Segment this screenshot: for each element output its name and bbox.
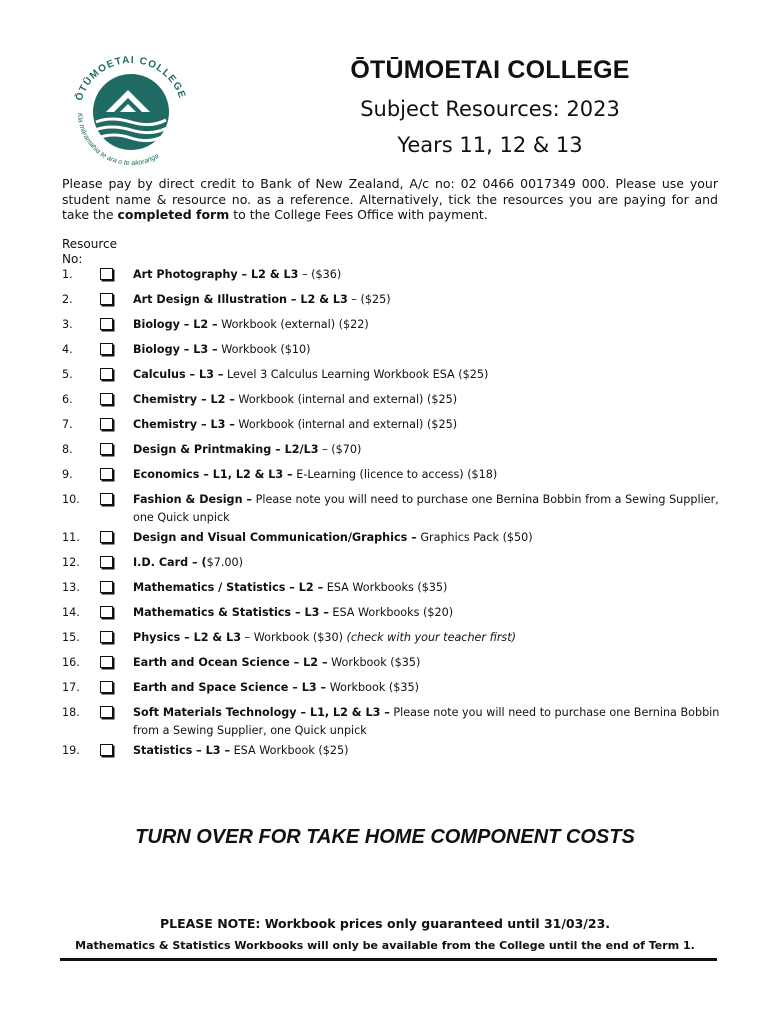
resource-checkbox[interactable] bbox=[100, 681, 113, 693]
resource-checkbox[interactable] bbox=[100, 493, 113, 505]
price-note: PLEASE NOTE: Workbook prices only guaranteed until 31/03/23. bbox=[159, 916, 611, 931]
item-subject: Chemistry – L2 – bbox=[133, 393, 235, 406]
item-subject: Physics – L2 & L3 bbox=[133, 631, 241, 644]
item-details: – ($25) bbox=[347, 293, 391, 306]
workbook-availability-note: Mathematics & Statistics Workbooks will only be available from the College until the end of Term 1. bbox=[75, 939, 695, 952]
bottom-rule bbox=[60, 958, 717, 961]
item-subject: I.D. Card – ( bbox=[133, 556, 207, 569]
resource-checkbox[interactable] bbox=[100, 656, 113, 668]
item-details: – Workbook ($30) bbox=[241, 631, 343, 644]
resource-checkbox[interactable] bbox=[100, 581, 113, 593]
item-subject: Art Photography – L2 & L3 bbox=[133, 268, 299, 281]
resource-item bbox=[62, 704, 722, 740]
item-number: 13. bbox=[62, 581, 80, 594]
item-number: 6. bbox=[62, 393, 73, 406]
item-description bbox=[133, 654, 722, 672]
item-subject: Biology – L3 – bbox=[133, 343, 218, 356]
college-logo bbox=[66, 44, 196, 174]
years-heading: Years 11, 12 & 13 bbox=[397, 133, 583, 157]
item-details: Please note you will need to purchase one Bernina Bobbin from a Sewing Supplier, one Quick unpick bbox=[133, 493, 719, 524]
item-description bbox=[133, 704, 722, 740]
resource-item bbox=[62, 291, 722, 309]
resource-checkbox[interactable] bbox=[100, 318, 113, 330]
item-subject: Art Design & Illustration – L2 & L3 bbox=[133, 293, 348, 306]
item-description bbox=[133, 441, 722, 459]
item-subject: Mathematics & Statistics – L3 – bbox=[133, 606, 329, 619]
resource-list bbox=[62, 266, 722, 760]
payment-instructions bbox=[62, 176, 718, 223]
item-subject: Earth and Ocean Science – L2 – bbox=[133, 656, 328, 669]
item-number: 15. bbox=[62, 631, 80, 644]
page-subtitle: Subject Resources: 2023 bbox=[360, 97, 620, 121]
resource-item bbox=[62, 629, 722, 647]
resource-item bbox=[62, 579, 722, 597]
item-description bbox=[133, 416, 722, 434]
resource-item bbox=[62, 742, 722, 760]
resource-checkbox[interactable] bbox=[100, 393, 113, 405]
item-details: Workbook ($35) bbox=[326, 681, 419, 694]
item-subject: Design & Printmaking – L2/L3 bbox=[133, 443, 319, 456]
item-subject: Fashion & Design – bbox=[133, 493, 253, 506]
resource-number-header: Resource No: bbox=[62, 237, 118, 266]
item-details: Workbook (external) ($22) bbox=[217, 318, 369, 331]
resource-item bbox=[62, 366, 722, 384]
item-description bbox=[133, 742, 722, 760]
logo-ring-top-text: ŌTŪMOETAI COLLEGE bbox=[73, 54, 188, 103]
item-description bbox=[133, 366, 722, 384]
item-details: Workbook ($35) bbox=[327, 656, 421, 669]
item-number: 19. bbox=[62, 744, 80, 757]
item-subject: Economics – L1, L2 & L3 – bbox=[133, 468, 293, 481]
item-number: 11. bbox=[62, 531, 80, 544]
resource-item bbox=[62, 416, 722, 434]
item-number: 10. bbox=[62, 493, 80, 506]
item-details: ESA Workbooks ($20) bbox=[328, 606, 454, 619]
item-subject: Statistics – L3 – bbox=[133, 744, 231, 757]
resource-item bbox=[62, 654, 722, 672]
resource-checkbox[interactable] bbox=[100, 531, 113, 543]
item-number: 18. bbox=[62, 706, 80, 719]
item-details: Workbook (internal and external) ($25) bbox=[234, 393, 458, 406]
item-description bbox=[133, 629, 722, 647]
item-details: Workbook ($10) bbox=[217, 343, 311, 356]
resource-checkbox[interactable] bbox=[100, 418, 113, 430]
resource-item bbox=[62, 266, 722, 284]
item-subject: Mathematics / Statistics – L2 – bbox=[133, 581, 324, 594]
item-number: 9. bbox=[62, 468, 73, 481]
logo-ring-bottom-text: Kia māramahia te ara o te akoranga bbox=[75, 112, 161, 168]
item-number: 14. bbox=[62, 606, 80, 619]
item-number: 12. bbox=[62, 556, 80, 569]
resource-checkbox[interactable] bbox=[100, 468, 113, 480]
item-details: Level 3 Calculus Learning Workbook ESA ($25) bbox=[223, 368, 489, 381]
resource-checkbox[interactable] bbox=[100, 343, 113, 355]
item-number: 7. bbox=[62, 418, 73, 431]
turn-over-notice: TURN OVER FOR TAKE HOME COMPONENT COSTS bbox=[135, 826, 635, 848]
item-description bbox=[133, 266, 722, 284]
college-name: ŌTŪMOETAI COLLEGE bbox=[350, 56, 630, 84]
item-description bbox=[133, 341, 722, 359]
resource-item bbox=[62, 604, 722, 622]
resource-item bbox=[62, 341, 722, 359]
resource-item bbox=[62, 391, 722, 409]
page-header bbox=[210, 56, 770, 157]
item-details: – ($36) bbox=[298, 268, 342, 281]
resource-checkbox[interactable] bbox=[100, 556, 113, 568]
item-description bbox=[133, 529, 722, 547]
item-subject: Biology – L2 – bbox=[133, 318, 218, 331]
item-description bbox=[133, 679, 722, 697]
resource-checkbox[interactable] bbox=[100, 631, 113, 643]
resource-item bbox=[62, 466, 722, 484]
item-subject: Soft Materials Technology – L1, L2 & L3 – bbox=[133, 706, 390, 719]
item-description bbox=[133, 554, 722, 572]
item-number: 2. bbox=[62, 293, 73, 306]
item-details: $7.00) bbox=[206, 556, 244, 569]
item-number: 3. bbox=[62, 318, 73, 331]
resource-item bbox=[62, 529, 722, 547]
resource-item bbox=[62, 441, 722, 459]
item-description bbox=[133, 579, 722, 597]
item-details: ESA Workbook ($25) bbox=[230, 744, 349, 757]
resource-checkbox[interactable] bbox=[100, 268, 113, 280]
item-number: 4. bbox=[62, 343, 73, 356]
item-description bbox=[133, 316, 722, 334]
item-number: 8. bbox=[62, 443, 73, 456]
intro-text-1: Please pay by direct credit to Bank of New Zealand, A/c no: 02 0466 0017349 000. Please use your student name & resource no. as a reference. Alternatively, tick the resources you are paying for and take the bbox=[62, 176, 718, 222]
item-number: 16. bbox=[62, 656, 80, 669]
resource-checkbox[interactable] bbox=[100, 706, 113, 718]
resource-item bbox=[62, 316, 722, 334]
item-number: 5. bbox=[62, 368, 73, 381]
item-details: – ($70) bbox=[318, 443, 362, 456]
item-description bbox=[133, 491, 722, 527]
item-subject: Chemistry – L3 – bbox=[133, 418, 235, 431]
item-number: 1. bbox=[62, 268, 73, 281]
item-description bbox=[133, 466, 722, 484]
intro-bold-text: completed form bbox=[117, 207, 230, 222]
resource-checkbox[interactable] bbox=[100, 293, 113, 305]
item-number: 17. bbox=[62, 681, 80, 694]
item-description bbox=[133, 604, 722, 622]
item-details: ESA Workbooks ($35) bbox=[323, 581, 448, 594]
item-details: Please note you will need to purchase one Bernina Bobbin from a Sewing Supplier, one Quick unpick bbox=[133, 706, 720, 737]
item-subject: Design and Visual Communication/Graphics – bbox=[133, 531, 417, 544]
item-description bbox=[133, 291, 722, 309]
item-details: E-Learning (licence to access) ($18) bbox=[292, 468, 498, 481]
item-details: Workbook (internal and external) ($25) bbox=[234, 418, 458, 431]
intro-text-2: to the College Fees Office with payment. bbox=[229, 207, 488, 222]
resource-checkbox[interactable] bbox=[100, 443, 113, 455]
item-subject: Calculus – L3 – bbox=[133, 368, 224, 381]
item-description bbox=[133, 391, 722, 409]
resource-item bbox=[62, 679, 722, 697]
resource-checkbox[interactable] bbox=[100, 744, 113, 756]
item-note: (check with your teacher first) bbox=[342, 631, 516, 644]
resource-checkbox[interactable] bbox=[100, 606, 113, 618]
resource-item bbox=[62, 554, 722, 572]
resource-checkbox[interactable] bbox=[100, 368, 113, 380]
item-subject: Earth and Space Science – L3 – bbox=[133, 681, 327, 694]
item-details: Graphics Pack ($50) bbox=[416, 531, 533, 544]
resource-item bbox=[62, 491, 722, 527]
